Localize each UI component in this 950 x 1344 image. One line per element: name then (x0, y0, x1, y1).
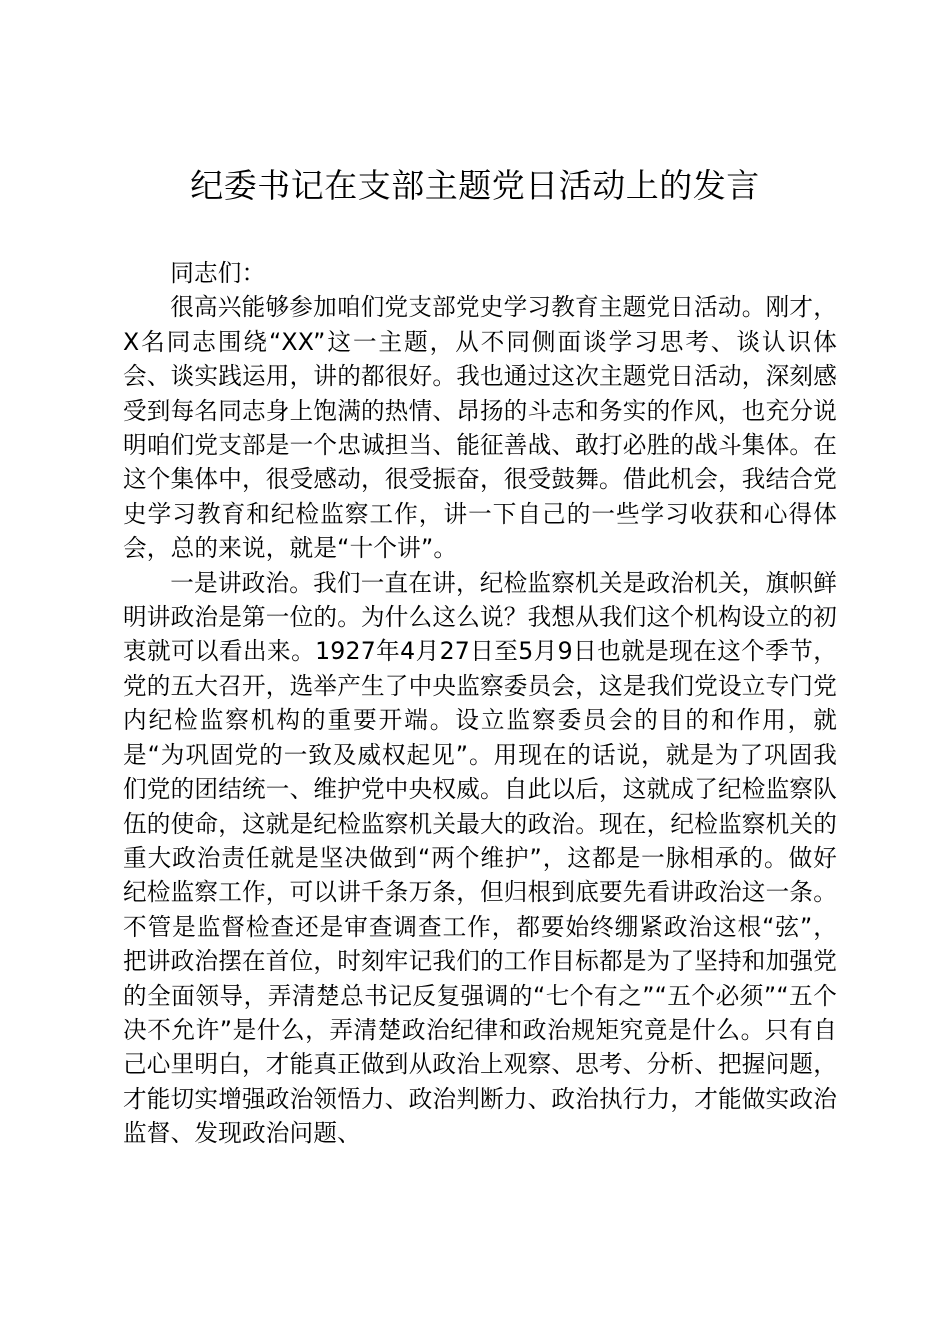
paragraph-politics: 一是讲政治。我们一直在讲，纪检监察机关是政治机关，旗帜鲜明讲政治是第一位的。为什么这么说？我想从我们这个机构设立的初衷就可以看出来。1927年4月27日至5月9日也就是现在这个季节，党的五大召开，选举产生了中央监察委员会，这是我们党设立专门党内纪检监察机构的重要开端。设立监察委员会的目的和作用，就是“为巩固党的一致及威权起见”。用现在的话说，就是为了巩固我们党的团结统一、维护党中央权威。自此以后，这就成了纪检监察队伍的使命，这就是纪检监察机关最大的政治。现在，纪检监察机关的重大政治责任就是坚决做到“两个维护”，这都是一脉相承的。做好纪检监察工作，可以讲千条万条，但归根到底要先看讲政治这一条。不管是监督检查还是审查调查工作，都要始终绷紧政治这根“弦”，把讲政治摆在首位，时刻牢记我们的工作目标都是为了坚持和加强党的全面领导，弄清楚总书记反复强调的“七个有之”“五个必须”“五个决不允许”是什么，弄清楚政治纪律和政治规矩究竟是什么。只有自己心里明白，才能真正做到从政治上观察、思考、分析、把握问题，才能切实增强政治领悟力、政治判断力、政治执行力，才能做实政治监督、发现政治问题、 (123, 568, 837, 1148)
document-body (123, 256, 837, 1151)
paragraph-intro: 很高兴能够参加咱们党支部党史学习教育主题党日活动。刚才，X名同志围绕“XX”这一主题，从不同侧面谈学习思考、谈认识体会、谈实践运用，讲的都很好。我也通过这次主题党日活动，深刻感受到每名同志身上饱满的热情、昂扬的斗志和务实的作风，也充分说明咱们党支部是一个忠诚担当、能征善战、敢打必胜的战斗集体。在这个集体中，很受感动，很受振奋，很受鼓舞。借此机会，我结合党史学习教育和纪检监察工作，讲一下自己的一些学习收获和心得体会，总的来说，就是“十个讲”。 (123, 293, 837, 563)
salutation: 同志们： (170, 259, 266, 287)
document-title: 纪委书记在支部主题党日活动上的发言 (190, 166, 760, 205)
